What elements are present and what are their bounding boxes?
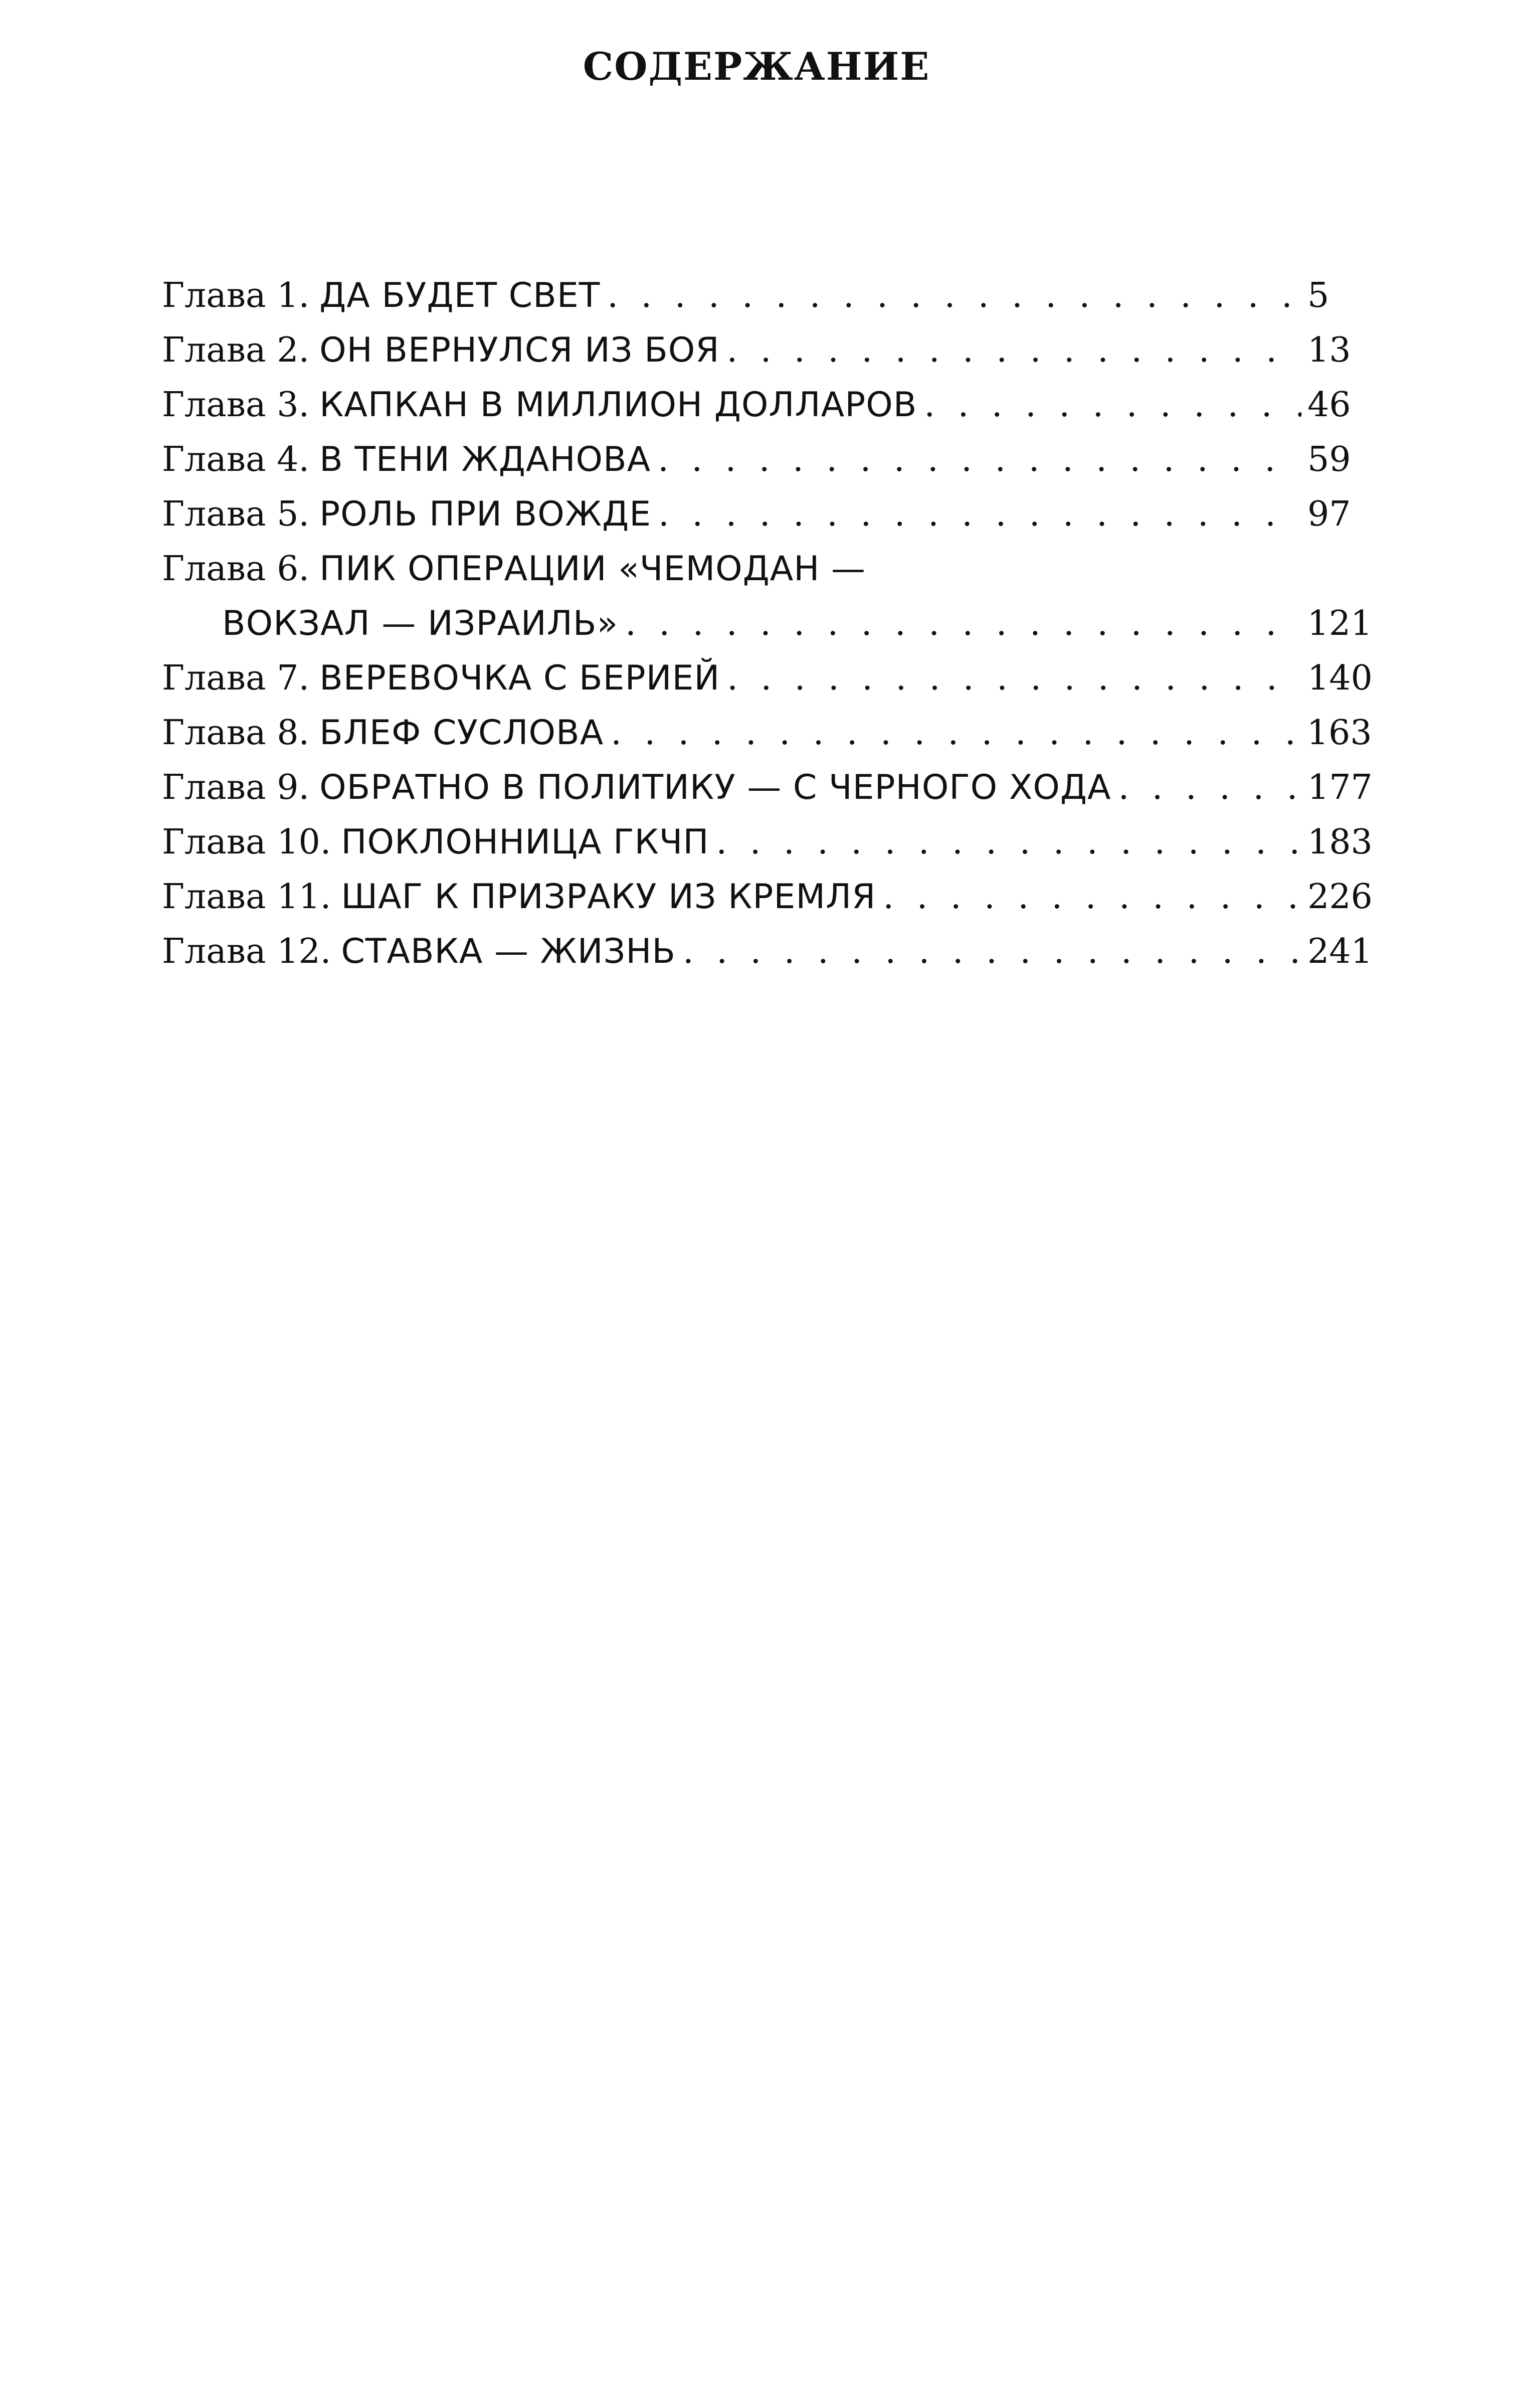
chapter-title: ВЕРЕВОЧКА С БЕРИЕЙ [319, 658, 720, 698]
chapter-title: СТАВКА — ЖИЗНЬ [341, 932, 676, 971]
chapter-number: Глава 4. [162, 440, 310, 479]
toc-line [162, 760, 1373, 815]
dot-leader [727, 323, 1301, 378]
page-number: 13 [1307, 330, 1351, 370]
chapter-title: ПОКЛОННИЦА ГКЧП [341, 822, 709, 862]
toc-entry [162, 706, 1372, 760]
table-of-contents [162, 268, 1373, 979]
page-number: 59 [1307, 440, 1351, 479]
page-number: 46 [1307, 385, 1351, 425]
toc-entry [162, 323, 1351, 378]
page-title: СОДЕРЖАНИЕ [583, 44, 930, 89]
toc-entry [162, 870, 1373, 924]
toc-line [162, 924, 1373, 979]
toc-entry [162, 924, 1373, 979]
toc-entry [162, 378, 1351, 432]
dot-leader [658, 487, 1301, 542]
page-number: 177 [1307, 768, 1373, 807]
toc-line [162, 378, 1351, 432]
toc-line [162, 815, 1373, 870]
toc-line [162, 870, 1373, 924]
chapter-number: Глава 3. [162, 385, 310, 425]
page-number: 121 [1307, 604, 1373, 643]
dot-leader [658, 432, 1301, 487]
chapter-title: ПИК ОПЕРАЦИИ «ЧЕМОДАН — [319, 549, 866, 589]
chapter-title: ОБРАТНО В ПОЛИТИКУ — С ЧЕРНОГО ХОДА [319, 768, 1111, 807]
chapter-number: Глава 9. [162, 768, 310, 807]
page-number: 5 [1307, 276, 1330, 315]
chapter-number: Глава 11. [162, 877, 331, 917]
chapter-number: Глава 2. [162, 330, 310, 370]
toc-line [162, 323, 1351, 378]
dot-leader [1118, 760, 1301, 815]
toc-entry [162, 542, 1373, 651]
chapter-title: В ТЕНИ ЖДАНОВА [319, 440, 651, 479]
dot-leader [607, 268, 1301, 323]
dot-leader [924, 378, 1301, 432]
toc-entry [162, 432, 1351, 487]
dot-leader [683, 924, 1301, 979]
toc-entry [162, 487, 1351, 542]
page-number: 97 [1307, 494, 1351, 534]
toc-line [162, 268, 1328, 323]
page-number: 226 [1307, 877, 1373, 917]
toc-entry [162, 268, 1328, 323]
chapter-number: Глава 8. [162, 713, 310, 753]
toc-line [162, 706, 1372, 760]
page-number: 241 [1307, 932, 1373, 971]
chapter-title: РОЛЬ ПРИ ВОЖДЕ [319, 494, 652, 534]
toc-entry [162, 760, 1373, 815]
chapter-title: ОН ВЕРНУЛСЯ ИЗ БОЯ [319, 330, 720, 370]
page-number: 163 [1306, 713, 1372, 753]
chapter-number: Глава 10. [162, 822, 331, 862]
chapter-number: Глава 12. [162, 932, 331, 971]
toc-line [162, 432, 1351, 487]
toc-line [162, 651, 1373, 706]
toc-entry [162, 651, 1373, 706]
dot-leader [611, 706, 1300, 760]
chapter-number: Глава 7. [162, 658, 310, 698]
dot-leader [625, 596, 1301, 651]
chapter-title: ДА БУДЕТ СВЕТ [319, 276, 601, 315]
page-number: 183 [1307, 822, 1373, 862]
dot-leader [883, 870, 1301, 924]
toc-line [162, 542, 1328, 596]
chapter-number: Глава 6. [162, 549, 310, 589]
chapter-title: ШАГ К ПРИЗРАКУ ИЗ КРЕМЛЯ [341, 877, 876, 917]
chapter-title: БЛЕФ СУСЛОВА [319, 713, 604, 753]
dot-leader [727, 651, 1301, 706]
dot-leader [716, 815, 1302, 870]
toc-line [162, 487, 1351, 542]
chapter-number: Глава 1. [162, 276, 310, 315]
chapter-title: КАПКАН В МИЛЛИОН ДОЛЛАРОВ [319, 385, 917, 425]
page-number: 140 [1307, 658, 1373, 698]
chapter-title-continued: ВОКЗАЛ — ИЗРАИЛЬ» [222, 604, 619, 643]
chapter-number: Глава 5. [162, 494, 310, 534]
toc-entry [162, 815, 1373, 870]
toc-line-continued [162, 596, 1373, 651]
